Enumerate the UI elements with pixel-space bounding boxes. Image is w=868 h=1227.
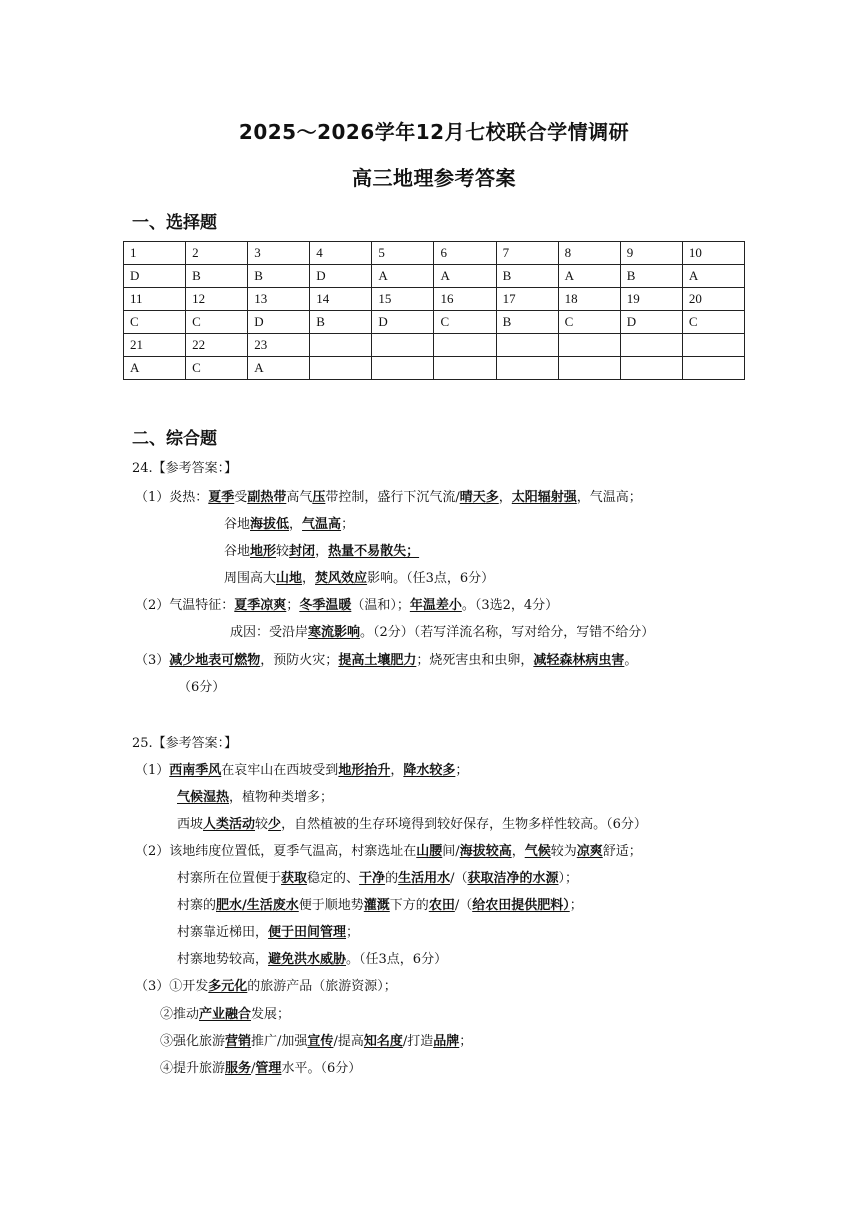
answer-text: ； [341,517,355,532]
answer-table-cell: A [248,357,310,380]
answer-table-cell [496,357,558,380]
key-point: 夏季凉爽 [234,598,287,613]
key-point: 地形 [250,544,277,559]
answer-table-cell: B [496,311,558,334]
answer-text: 谷地 [224,544,251,559]
answer-table-cell: D [372,311,434,334]
answer-text: ； [455,763,469,778]
q25-line [177,815,647,835]
key-point: 知名度 [363,1034,403,1049]
answer-text: ， [302,571,316,586]
key-point: 焚风效应 [315,571,368,586]
answer-table-cell: 8 [558,242,620,265]
answer-table-cell: 7 [496,242,558,265]
answer-table-cell: A [434,265,496,288]
key-point: 海拔低 [250,517,290,532]
key-point: 提高土壤肥力 [338,653,417,668]
section-heading-choice: 一、选择题 [132,213,217,233]
answer-text: 。 [624,653,638,668]
answer-table-row [124,311,745,334]
q25-line [160,1032,472,1052]
q24-line [178,678,225,698]
answer-text: /（ [454,898,473,913]
q25-line [135,842,642,862]
answer-table-cell [682,334,744,357]
answer-text: （2）该地纬度位置低，夏季气温高，村寨选址在 [135,844,417,859]
key-point: 减轻森林病虫害 [533,653,625,668]
answer-text: 西坡 [177,817,204,832]
answer-text: ； [286,598,300,613]
answer-text: 舒适； [602,844,642,859]
answer-table-cell: 5 [372,242,434,265]
key-point: 气温高 [302,517,342,532]
q25-header: 25.【参考答案：】 [132,736,238,751]
answer-text: 周围高大 [224,571,277,586]
answer-text: （2）气温特征： [135,598,235,613]
q24-line [224,542,419,562]
answer-table-cell: 18 [558,288,620,311]
answer-table-cell: 11 [124,288,186,311]
answer-table-cell: C [124,311,186,334]
answer-table-cell: A [372,265,434,288]
answer-table-cell [310,357,372,380]
answer-table-cell: 14 [310,288,372,311]
key-point: 地形抬升 [338,763,391,778]
answer-text: 。（3选2，4分） [461,598,559,613]
key-point: 海拔较高 [459,844,512,859]
key-point: 晴天多 [459,490,499,505]
key-point: 获取 [281,871,308,886]
answer-text: 受 [234,490,248,505]
answer-text: （温和）； [351,598,410,613]
answer-table-cell [310,334,372,357]
answer-text: 推广/加强 [251,1034,308,1049]
answer-text: /提高 [333,1034,364,1049]
answer-text: ； [569,898,583,913]
answer-table-row [124,288,745,311]
key-point: 肥水/生活废水 [216,898,299,913]
answer-text: 成因：受沿岸 [230,625,309,640]
answer-table-row [124,265,745,288]
answer-table [123,241,745,380]
answer-table-cell: 6 [434,242,496,265]
answer-text: 发展； [251,1007,291,1022]
answer-table-row [124,242,745,265]
answer-text: 的旅游产品（旅游资源）； [247,979,397,994]
answer-table-cell: 21 [124,334,186,357]
key-point: 营销 [225,1034,252,1049]
answer-table-cell: C [434,311,496,334]
section-heading-comprehensive: 二、综合题 [132,429,217,449]
answer-text: ，植物种类增多； [229,790,334,805]
answer-table-cell: C [682,311,744,334]
answer-table-cell: B [310,311,372,334]
answer-text: 水平。（6分） [281,1061,362,1076]
key-point: 管理 [255,1061,282,1076]
q25-line [135,761,468,781]
answer-text: 间/ [442,844,460,859]
answer-text: 稳定的、 [307,871,360,886]
key-point: 获取洁净的水源 [467,871,559,886]
key-point: 西南季风 [169,763,222,778]
key-point: 多元化 [208,979,248,994]
q25-line [135,977,397,997]
answer-table-cell: A [558,265,620,288]
answer-table-cell: 23 [248,334,310,357]
answer-text: 便于顺地势 [298,898,364,913]
answer-text: ， [289,517,303,532]
answer-text: ③强化旅游 [160,1034,226,1049]
answer-text: 影响。（任3点，6分） [367,571,495,586]
answer-text: 带控制，盛行下沉气流/ [325,490,460,505]
answer-text: 较为 [550,844,577,859]
answer-table-cell: 22 [186,334,248,357]
document-title: 2025～2026学年12月七校联合学情调研 [238,120,630,144]
answer-text: ，气温高； [576,490,642,505]
key-point: 生活用水 [398,871,451,886]
answer-table-cell: A [682,265,744,288]
q25-line [177,788,333,808]
q24-header: 24.【参考答案：】 [132,461,238,476]
key-point: 给农田提供肥料） [472,898,570,913]
answer-table-cell [558,357,620,380]
answer-text: 村寨所在位置便于 [177,871,282,886]
answer-table-cell [372,357,434,380]
key-point: 干净 [359,871,386,886]
answer-table-cell: B [186,265,248,288]
answer-table-cell: 17 [496,288,558,311]
answer-table-cell: A [124,357,186,380]
answer-table-cell [434,357,496,380]
answer-text: 村寨的 [177,898,217,913]
answer-text: ， [498,490,512,505]
key-point: 产业融合 [199,1007,252,1022]
key-point: 农田 [428,898,455,913]
answer-table-cell: C [186,357,248,380]
key-point: 人类活动 [203,817,256,832]
key-point: 降水较多 [403,763,456,778]
answer-text: 较 [276,544,290,559]
answer-table-cell [496,334,558,357]
key-point: 气候 [524,844,551,859]
key-point: 少 [268,817,282,832]
key-point: 山腰 [416,844,443,859]
q25-line [177,923,359,943]
key-point: 热量不易散失； [328,544,420,559]
answer-table-cell [620,334,682,357]
answer-table-cell [620,357,682,380]
answer-text: ， [315,544,329,559]
key-point: 年温差小 [409,598,462,613]
answer-table-cell: D [620,311,682,334]
answer-text: 。（2分）（若写洋流名称，写对给分，写错不给分） [360,625,655,640]
answer-text: ②推动 [160,1007,200,1022]
answer-text: 较 [255,817,269,832]
key-point: 便于田间管理 [268,925,347,940]
q24-line [135,488,642,508]
answer-text: ，自然植被的生存环境得到较好保存，生物多样性较高。（6分） [281,817,647,832]
answer-table-cell: 16 [434,288,496,311]
answer-table-cell: B [496,265,558,288]
answer-text: ）； [558,871,579,886]
key-point: 太阳辐射强 [511,490,577,505]
answer-text: /打造 [402,1034,434,1049]
answer-table-cell: C [186,311,248,334]
answer-table-cell: 10 [682,242,744,265]
answer-table-cell [558,334,620,357]
q25-line [177,950,447,970]
key-point: 压 [312,490,326,505]
q25-line [160,1059,361,1079]
answer-table-cell: 2 [186,242,248,265]
answer-table-cell [372,334,434,357]
answer-table-cell: 20 [682,288,744,311]
answer-table-cell: 9 [620,242,682,265]
answer-text: ；烧死害虫和虫卵， [416,653,534,668]
answer-text: 村寨靠近梯田， [177,925,269,940]
answer-text: （1）炎热： [135,490,209,505]
answer-table-cell: D [248,311,310,334]
answer-table-cell: 19 [620,288,682,311]
key-point: 灌溉 [363,898,390,913]
answer-text: （6分） [178,680,226,695]
key-point: 气候湿热 [177,790,230,805]
q24-line [224,569,494,589]
answer-table-cell [682,357,744,380]
document-subtitle: 高三地理参考答案 [352,166,516,190]
answer-table-cell: B [620,265,682,288]
key-point: 夏季 [208,490,235,505]
answer-table-cell: B [248,265,310,288]
key-point: 凉爽 [576,844,603,859]
key-point: 封闭 [289,544,316,559]
answer-table-cell: D [124,265,186,288]
answer-table-cell: 13 [248,288,310,311]
answer-text: （3）①开发 [135,979,209,994]
answer-text: （3） [135,653,170,668]
answer-text: ，预防火灾； [260,653,339,668]
answer-table-cell [434,334,496,357]
answer-table-row [124,334,745,357]
answer-text: 的 [385,871,399,886]
answer-table-cell: 15 [372,288,434,311]
answer-table-cell: D [310,265,372,288]
answer-text: 。（任3点，6分） [346,952,448,967]
answer-text: /（ [450,871,468,886]
key-point: 山地 [276,571,303,586]
answer-text: 下方的 [389,898,429,913]
answer-text: ④提升旅游 [160,1061,226,1076]
answer-table-cell: C [558,311,620,334]
answer-text: 在哀牢山在西坡受到 [221,763,339,778]
answer-table-cell: 3 [248,242,310,265]
key-point: 副热带 [247,490,287,505]
answer-text: ； [346,925,360,940]
answer-table-cell: 12 [186,288,248,311]
key-point: 品牌 [433,1034,460,1049]
q24-line [230,623,654,643]
answer-text: （1） [135,763,170,778]
answer-text: ； [459,1034,473,1049]
key-point: 减少地表可燃物 [169,653,261,668]
q24-line [224,515,354,535]
q25-line [177,869,578,889]
q24-line [135,651,637,671]
q25-line [160,1005,290,1025]
answer-text: ， [511,844,525,859]
answer-text: ， [390,763,404,778]
answer-table-row [124,357,745,380]
answer-text: 村寨地势较高， [177,952,269,967]
q24-line [135,596,558,616]
key-point: 宣传 [307,1034,334,1049]
answer-table-cell: 1 [124,242,186,265]
answer-text: 谷地 [224,517,251,532]
key-point: 冬季温暖 [299,598,352,613]
answer-table-cell: 4 [310,242,372,265]
key-point: 寒流影响 [308,625,361,640]
answer-text: / [251,1061,256,1076]
answer-text: 高气 [286,490,313,505]
key-point: 避免洪水威胁 [268,952,347,967]
q25-line [177,896,583,916]
key-point: 服务 [225,1061,252,1076]
